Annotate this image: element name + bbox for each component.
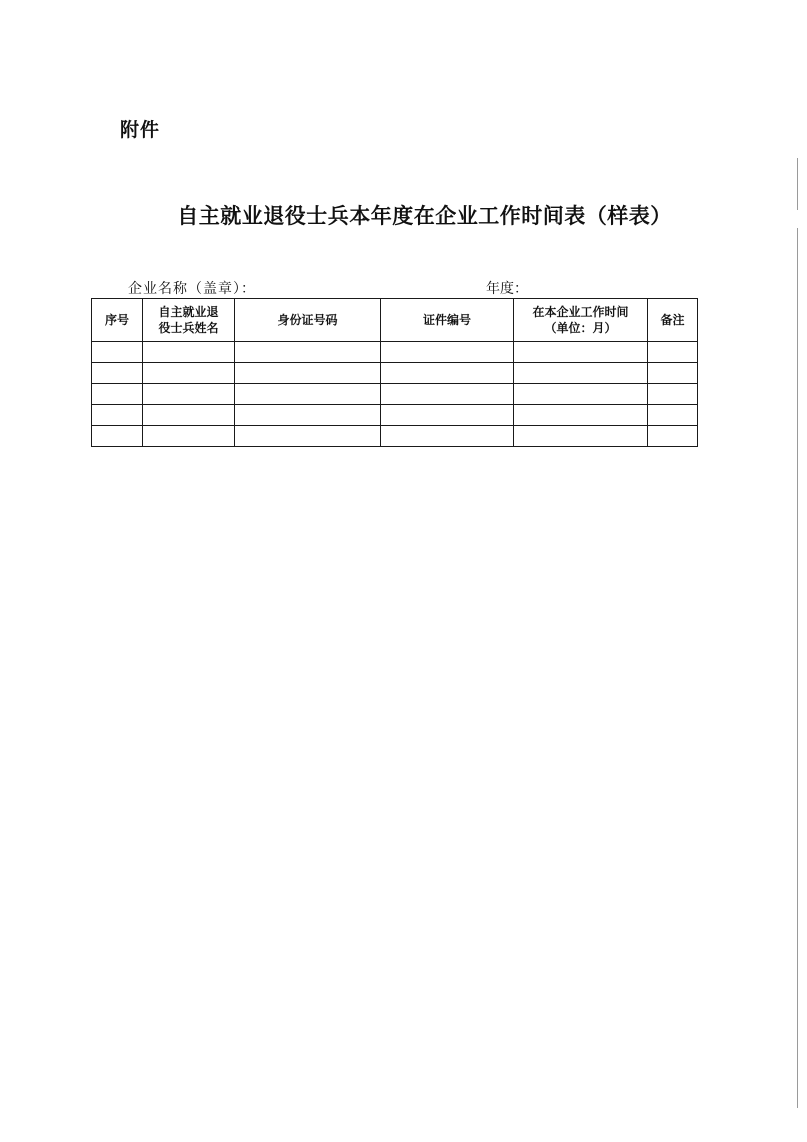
table-cell[interactable] [514, 342, 648, 363]
page-title: 自主就业退役士兵本年度在企业工作时间表（样表） [177, 204, 672, 228]
table-row [92, 426, 698, 447]
table-cell[interactable] [514, 426, 648, 447]
table-row [92, 384, 698, 405]
table-cell[interactable] [381, 384, 514, 405]
header-veteran-name [143, 299, 235, 342]
table-cell[interactable] [514, 363, 648, 384]
table-cell[interactable] [648, 363, 698, 384]
table-cell[interactable] [92, 384, 143, 405]
header-serial-number-text: 序号 [104, 313, 129, 327]
company-name-label: 企业名称（盖章）： [128, 281, 256, 297]
table-cell[interactable] [143, 342, 235, 363]
table-row [92, 363, 698, 384]
table-cell[interactable] [514, 405, 648, 426]
header-veteran-name-line2: 役士兵姓名 [158, 321, 219, 335]
table-cell[interactable] [92, 342, 143, 363]
table-cell[interactable] [143, 426, 235, 447]
header-work-duration-line2: （单位：月） [544, 321, 617, 335]
table-header-row [92, 299, 698, 342]
table-cell[interactable] [235, 342, 381, 363]
table-cell[interactable] [235, 405, 381, 426]
scan-edge-line-lower [797, 228, 798, 1108]
table-row [92, 405, 698, 426]
header-id-number-text: 身份证号码 [277, 313, 338, 327]
table-cell[interactable] [92, 405, 143, 426]
table-cell[interactable] [648, 426, 698, 447]
table-cell[interactable] [514, 384, 648, 405]
annex-label: 附件 [120, 119, 161, 141]
header-remarks-text: 备注 [660, 313, 685, 327]
table-cell[interactable] [648, 405, 698, 426]
table-cell[interactable] [143, 384, 235, 405]
table-cell[interactable] [381, 426, 514, 447]
table-cell[interactable] [381, 405, 514, 426]
table-row [92, 342, 698, 363]
table-cell[interactable] [648, 384, 698, 405]
table-cell[interactable] [381, 342, 514, 363]
table-cell[interactable] [143, 363, 235, 384]
work-time-table [91, 298, 698, 447]
header-certificate-number-text: 证件编号 [422, 313, 471, 327]
header-certificate-number [381, 299, 514, 342]
header-serial-number [92, 299, 143, 342]
header-veteran-name-line1: 自主就业退 [158, 305, 219, 319]
table-cell[interactable] [92, 363, 143, 384]
year-label: 年度： [486, 281, 528, 297]
header-work-duration-line1: 在本企业工作时间 [532, 305, 629, 319]
table-cell[interactable] [235, 363, 381, 384]
header-remarks [648, 299, 698, 342]
table-cell[interactable] [235, 426, 381, 447]
table-cell[interactable] [648, 342, 698, 363]
table-cell[interactable] [143, 405, 235, 426]
header-work-duration [514, 299, 648, 342]
table-cell[interactable] [381, 363, 514, 384]
table-cell[interactable] [235, 384, 381, 405]
header-id-number [235, 299, 381, 342]
table-cell[interactable] [92, 426, 143, 447]
